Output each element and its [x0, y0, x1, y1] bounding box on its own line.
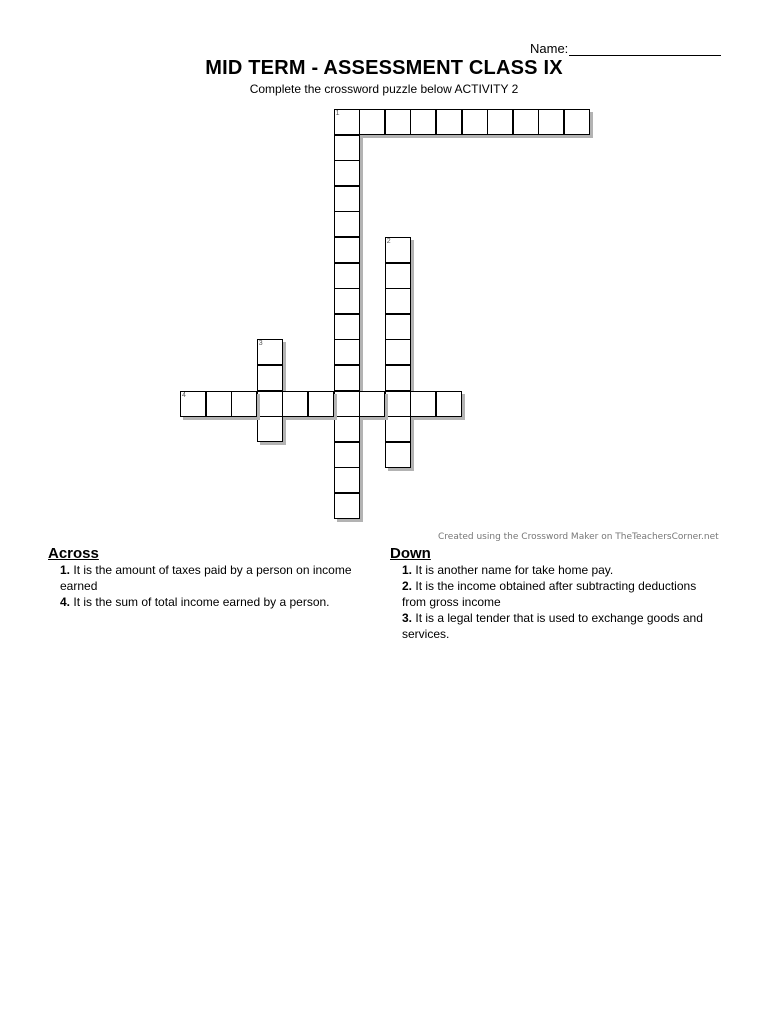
down-clues — [390, 545, 720, 642]
crossword-cell[interactable] — [436, 109, 462, 135]
crossword-cell[interactable] — [334, 339, 360, 365]
crossword-cell[interactable] — [334, 135, 360, 161]
crossword-cell[interactable] — [385, 314, 411, 340]
cell-number: 4 — [182, 391, 186, 399]
crossword-cell[interactable] — [359, 391, 385, 417]
crossword-cell[interactable] — [487, 109, 513, 135]
crossword-cell[interactable] — [334, 314, 360, 340]
page-subtitle: Complete the crossword puzzle below ACTIVITY 2 — [249, 82, 519, 96]
crossword-cell[interactable] — [334, 109, 360, 135]
crossword-cell[interactable] — [385, 365, 411, 391]
crossword-cell[interactable] — [385, 339, 411, 365]
crossword-cell[interactable] — [334, 237, 360, 263]
cell-number: 3 — [258, 340, 263, 348]
crossword-cell[interactable] — [385, 237, 411, 263]
credit-text: Created using the Crossword Maker on TheTeachersCorner.net — [438, 532, 719, 542]
crossword-cell[interactable] — [334, 391, 360, 417]
crossword-cell[interactable] — [334, 416, 360, 442]
crossword-cell[interactable] — [334, 365, 360, 391]
clue-text: It is the income obtained after subtracting deductions from gross income — [402, 579, 697, 609]
crossword-cell[interactable] — [257, 391, 283, 417]
crossword-cell[interactable] — [385, 109, 411, 135]
crossword-cell[interactable] — [385, 288, 411, 314]
crossword-cell[interactable] — [385, 391, 411, 417]
crossword-cell[interactable] — [334, 467, 360, 493]
crossword-cell[interactable] — [410, 109, 436, 135]
crossword-cell[interactable] — [513, 109, 539, 135]
across-heading: Across — [48, 545, 99, 562]
page-title: MID TERM - ASSESSMENT CLASS IX — [205, 57, 563, 79]
crossword-cell[interactable] — [385, 416, 411, 442]
crossword-cell[interactable] — [257, 416, 283, 442]
crossword-cell[interactable] — [257, 365, 283, 391]
clue-text: It is another name for take home pay. — [415, 563, 614, 577]
crossword-cell[interactable] — [334, 211, 360, 237]
clue-number: 3. — [402, 611, 413, 625]
crossword-cell[interactable] — [334, 186, 360, 212]
crossword-cell[interactable] — [334, 288, 360, 314]
crossword-cell[interactable] — [410, 391, 436, 417]
crossword-cell[interactable] — [385, 263, 411, 289]
across-clue-1 — [48, 562, 368, 594]
crossword-cell[interactable] — [206, 391, 232, 417]
down-heading: Down — [390, 545, 431, 562]
crossword-cell[interactable] — [180, 391, 206, 417]
clue-number: 1. — [402, 563, 413, 577]
crossword-cell[interactable] — [282, 391, 308, 417]
crossword-cell[interactable] — [436, 391, 462, 417]
clue-number: 4. — [60, 595, 71, 609]
crossword-cell[interactable] — [564, 109, 590, 135]
crossword-cell[interactable] — [334, 442, 360, 468]
crossword-cell[interactable] — [334, 493, 360, 519]
cell-number: 2 — [386, 238, 391, 245]
down-clue-1 — [390, 562, 720, 578]
crossword-cell[interactable] — [538, 109, 564, 135]
crossword-cell[interactable] — [334, 263, 360, 289]
clue-text: It is the amount of taxes paid by a person on income earned — [60, 563, 352, 593]
crossword-cell[interactable] — [308, 391, 334, 417]
across-clues — [48, 545, 368, 610]
down-clue-2 — [390, 578, 720, 610]
clue-text: It is a legal tender that is used to exchange goods and services. — [402, 611, 703, 641]
crossword-cell[interactable] — [359, 109, 385, 135]
crossword-cell[interactable] — [334, 160, 360, 186]
clue-number: 1. — [60, 563, 71, 577]
crossword-cell[interactable] — [462, 109, 488, 135]
name-label: Name: — [530, 41, 569, 56]
cell-number: 1 — [335, 110, 340, 117]
clue-text: It is the sum of total income earned by a person. — [73, 595, 330, 609]
crossword-cell[interactable] — [257, 339, 283, 365]
crossword-cell[interactable] — [231, 391, 257, 417]
across-clue-4 — [48, 594, 368, 610]
down-clue-3 — [390, 610, 720, 642]
clue-number: 2. — [402, 579, 413, 593]
crossword-cell[interactable] — [385, 442, 411, 468]
